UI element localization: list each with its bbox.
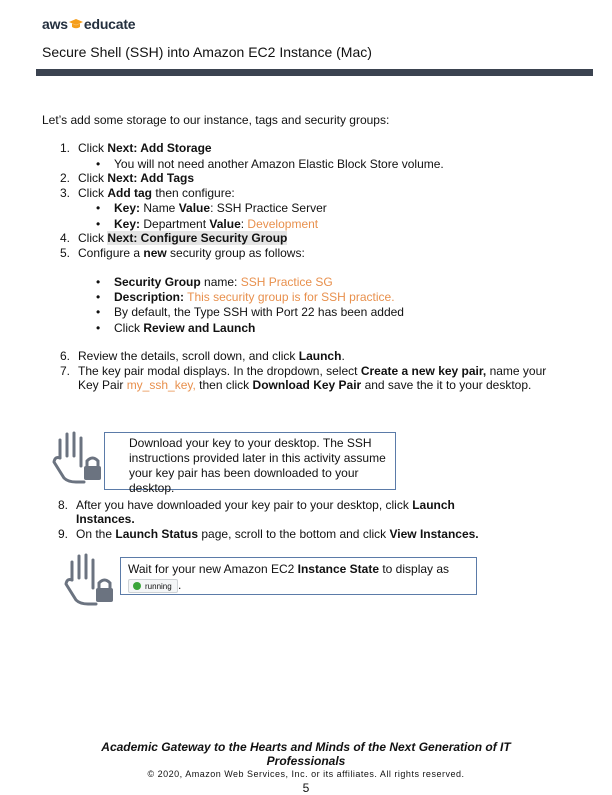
hand-lock-icon xyxy=(50,428,106,484)
footer-tagline-line-2: Professionals xyxy=(266,754,346,768)
page-number: 5 xyxy=(302,781,310,795)
step-5-default-rule: By default, the Type SSH with Port 22 has been added xyxy=(114,305,404,319)
step-number: 5. xyxy=(60,246,71,260)
step-number: 3. xyxy=(60,186,71,200)
callout-line: your key pair has been downloaded to your xyxy=(129,466,359,480)
callout-line: desktop. xyxy=(129,481,175,495)
step-5-review: Click Review and Launch xyxy=(114,321,256,335)
step-5-description: Description: This security group is for SSH practice. xyxy=(114,290,395,304)
running-status-badge: running xyxy=(128,579,178,593)
step-1: Click Next: Add Storage xyxy=(78,141,212,155)
step-number: 6. xyxy=(60,349,71,363)
status-dot-icon xyxy=(133,582,141,590)
document-title: Secure Shell (SSH) into Amazon EC2 Instance (Mac) xyxy=(42,44,372,60)
bullet-dot: • xyxy=(96,217,101,231)
step-7-line-2: Key Pair my_ssh_key, then click Download Key Pair and save the it to your desktop. xyxy=(78,378,532,392)
logo-educate-text: educate xyxy=(83,16,136,32)
step-7-line-1: The key pair modal displays. In the dropdown, select Create a new key pair, name your xyxy=(78,364,547,378)
step-number: 7. xyxy=(60,364,71,378)
step-number: 4. xyxy=(60,231,71,245)
footer-tagline-line-1: Academic Gateway to the Hearts and Minds of the Next Generation of IT xyxy=(101,740,511,754)
step-5-security-group: Security Group name: SSH Practice SG xyxy=(114,275,333,289)
callout-period: . xyxy=(178,578,182,592)
intro-text: Let’s add some storage to our instance, tags and security groups: xyxy=(42,113,390,127)
step-number: 1. xyxy=(60,141,71,155)
step-3-tag-name: Key: Name Value: SSH Practice Server xyxy=(114,201,327,215)
step-8-line-2: Instances. xyxy=(76,512,135,526)
step-3-tag-department: Key: Department Value: Development xyxy=(114,217,319,231)
callout-line: instructions provided later in this activity assume xyxy=(129,451,386,465)
step-number: 2. xyxy=(60,171,71,185)
step-number: 8. xyxy=(58,498,69,512)
bullet-dot: • xyxy=(96,275,101,289)
aws-educate-logo xyxy=(42,16,135,32)
graduation-cap-icon xyxy=(69,18,83,30)
bullet-dot: • xyxy=(96,157,101,171)
copyright: © 2020, Amazon Web Services, Inc. or its affiliates. All rights reserved. xyxy=(147,769,465,779)
step-6: Review the details, scroll down, and click Launch. xyxy=(78,349,345,363)
instance-state-callout xyxy=(120,557,477,595)
logo-aws-text: aws xyxy=(42,16,68,32)
callout-text: Wait for your new Amazon EC2 Instance State to display as xyxy=(128,562,450,576)
bullet-dot: • xyxy=(96,201,101,215)
bullet-dot: • xyxy=(96,290,101,304)
bullet-dot: • xyxy=(96,305,101,319)
step-8-line-1: After you have downloaded your key pair to your desktop, click Launch xyxy=(76,498,455,512)
hand-lock-icon xyxy=(62,550,118,606)
step-3: Click Add tag then configure: xyxy=(78,186,235,200)
bullet-dot: • xyxy=(96,321,101,335)
step-9: On the Launch Status page, scroll to the bottom and click View Instances. xyxy=(76,527,479,541)
step-1-sub: You will not need another Amazon Elastic Block Store volume. xyxy=(114,157,444,171)
step-4: Click Next: Configure Security Group xyxy=(78,231,288,245)
step-5: Configure a new security group as follows: xyxy=(78,246,305,260)
callout-line: Download your key to your desktop. The SSH xyxy=(129,436,372,450)
step-2: Click Next: Add Tags xyxy=(78,171,195,185)
download-key-callout xyxy=(104,432,396,495)
title-divider-bar xyxy=(36,69,593,76)
step-number: 9. xyxy=(58,527,69,541)
